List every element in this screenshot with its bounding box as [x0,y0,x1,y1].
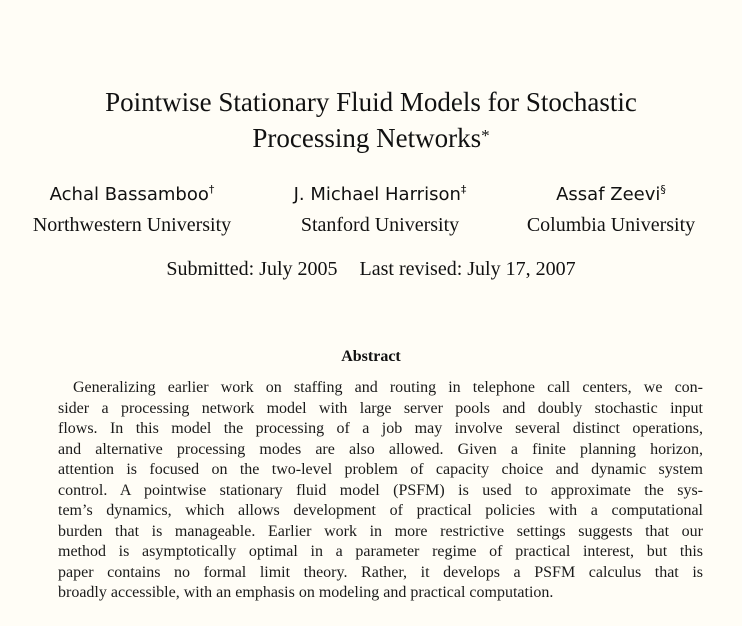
abstract-heading: Abstract [341,348,401,365]
author-affiliation: Columbia University [526,214,696,236]
abstract-line: attention is focused on the two-level problem of capacity choice and dynamic system [58,461,703,478]
abstract-line: and alternative processing modes are also allowed. Given a finite planning horizon, [58,440,703,458]
abstract-line: paper contains no formal limit theory. Rather, it develops a PSFM calculus that is [58,563,703,581]
abstract-line: sider a processing network model with large server pools and doubly stochastic input [58,399,703,417]
title-footnote-mark: * [481,126,490,145]
paper-title [20,84,722,156]
author-block [0,182,742,242]
abstract-line: control. A pointwise stationary fluid model (PSFM) is used to approximate the sys- [58,481,703,499]
author-bassamboo [8,182,256,240]
author-zeevi [505,182,717,240]
title-line-1: Pointwise Stationary Fluid Models for Stochastic [105,87,637,117]
abstract-line: tem’s dynamics, which allows development of practical policies with a computational [58,502,703,519]
revised-date: Last revised: July 17, 2007 [359,258,576,280]
author-name: Assaf Zeevi [556,184,661,205]
abstract-body [58,378,703,604]
abstract-line: Generalizing earlier work on staffing and routing in telephone call centers, we con- [73,379,703,396]
abstract-line: flows. In this model the processing of a job may involve several distinct operations, [58,420,703,437]
author-footnote-mark: ‡ [460,183,467,196]
author-footnote-mark: † [208,183,215,196]
author-name: Achal Bassamboo [49,184,209,205]
author-affiliation: Stanford University [300,214,460,236]
author-footnote-mark: § [660,183,666,196]
author-name: J. Michael Harrison [293,184,461,205]
author-affiliation: Northwestern University [32,214,232,236]
abstract-line: broadly accessible, with an emphasis on modeling and practical computation. [58,584,554,601]
abstract-line: burden that is manageable. Earlier work in more restrictive settings suggests that our [58,522,703,540]
abstract-line: method is asymptotically optimal in a parameter regime of practical interest, but this [58,543,703,560]
date-line [0,255,742,283]
author-harrison [270,182,490,240]
submitted-date: Submitted: July 2005 [166,258,338,280]
title-line-2: Processing Networks [252,123,482,153]
